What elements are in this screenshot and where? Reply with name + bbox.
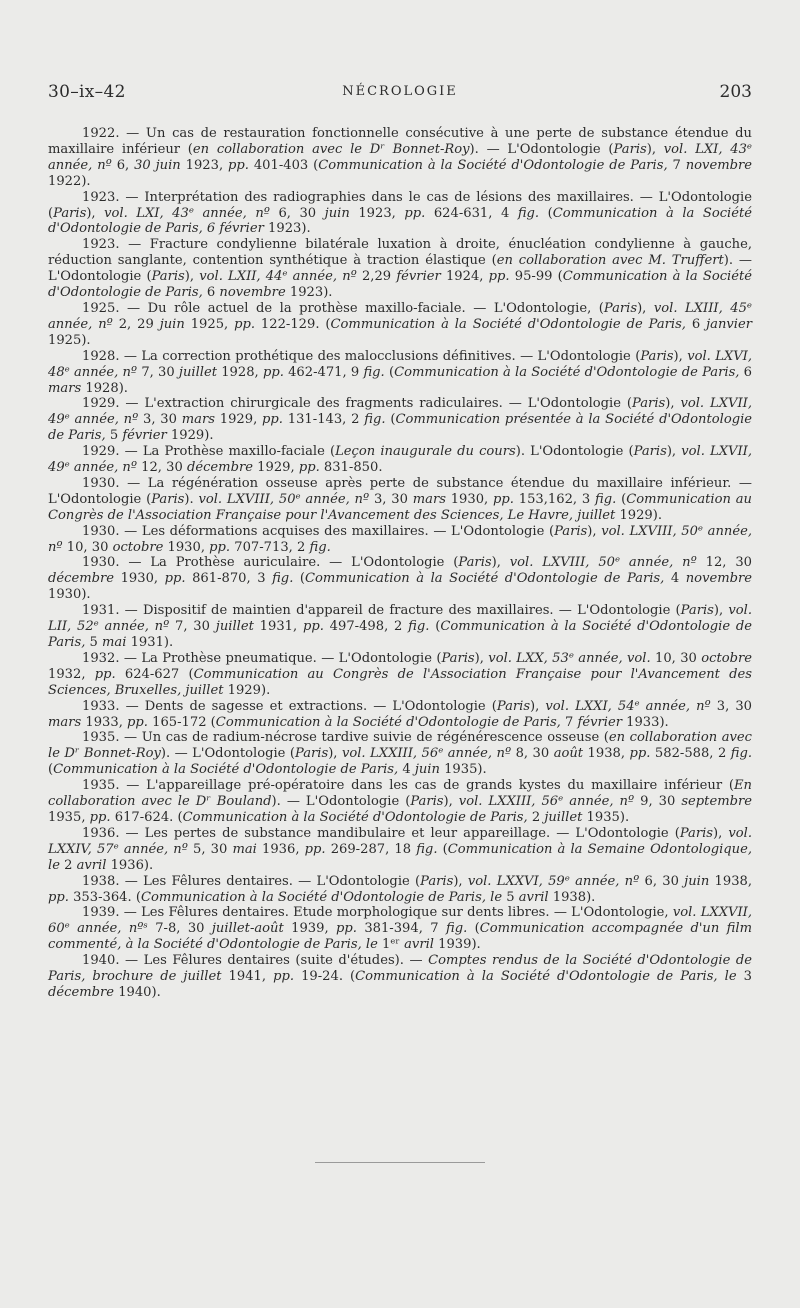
entry-text-segment: 1929).	[166, 428, 214, 444]
entry-text-segment: 462-471, 9	[283, 364, 364, 380]
entry-italic-segment: en collaboration avec le Dʳ Bonnet-Roy	[48, 730, 752, 762]
entry-text-segment: ),	[666, 444, 682, 460]
entry-text-segment: 2	[527, 809, 545, 825]
entry-text-segment: (	[385, 412, 396, 428]
entry-text-segment: 6	[739, 364, 753, 380]
entry-text-segment: 1936,	[256, 841, 305, 857]
entry-text-segment: 7-8, 30	[147, 921, 212, 937]
entry-text-segment: 165-172 (	[147, 714, 216, 730]
bibliography-entry	[48, 476, 752, 524]
bibliography-entry	[48, 730, 752, 778]
entry-italic-segment: Paris	[679, 825, 714, 841]
entry-text-segment: (	[437, 841, 448, 857]
entry-text-segment: 7, 30	[169, 619, 216, 635]
entry-italic-segment: vol. LXVII, 49ᵉ année, nº	[48, 444, 752, 476]
entry-italic-segment: fig.	[416, 841, 438, 857]
entry-italic-segment: vol. LXXVI, 59ᵉ année, nº	[467, 873, 640, 889]
entry-text-segment: 2	[59, 857, 77, 873]
entry-italic-segment: avril	[76, 857, 107, 873]
header-date: 30–ix–42	[48, 82, 126, 102]
entry-italic-segment: pp.	[493, 491, 514, 507]
entry-text-segment: 353-364. (	[68, 889, 141, 905]
entry-text-segment: 4	[664, 571, 686, 587]
entry-italic-segment: Leçon inaugurale du cours	[335, 444, 516, 460]
entry-text-segment: ). — L'Odontologie (	[48, 253, 752, 285]
entry-italic-segment: janvier	[706, 316, 753, 332]
entry-italic-segment: février	[396, 269, 441, 285]
entry-italic-segment: août	[553, 746, 584, 762]
entry-text-segment: 1928).	[81, 380, 128, 396]
entry-text-segment: ). — L'Odontologie (	[160, 746, 295, 762]
entry-text-segment: 6, 30	[269, 205, 325, 221]
entry-italic-segment: Communication à la Société d'Odontologie de Paris,	[182, 809, 528, 825]
entry-text-segment: 1933).	[621, 714, 669, 730]
entry-text-segment: (	[429, 619, 441, 635]
entry-text-segment: ). — L'Odontologie (	[469, 141, 614, 157]
entry-italic-segment: Communication à la Société d'Odontologie de Paris,	[305, 571, 665, 587]
entry-text-segment: 3	[736, 969, 752, 985]
entry-text-segment: 3, 30	[369, 491, 413, 507]
entry-text-segment: 1938. — Les Fêlures dentaires. — L'Odontologie (	[82, 873, 421, 889]
entry-text-segment: 1929).	[223, 682, 271, 698]
entry-text-segment: ),	[328, 746, 342, 762]
entry-italic-segment: février	[577, 714, 622, 730]
entry-italic-segment: juin	[324, 205, 350, 221]
entry-italic-segment: Communication à la Société d'Odontologie de Paris,	[48, 269, 752, 301]
entry-italic-segment: vol. LXXIV, 57ᵉ année, nº	[48, 825, 752, 857]
entry-italic-segment: Communication à la Société d'Odontologie de Paris,	[215, 714, 561, 730]
entry-text-segment: 1938,	[583, 746, 630, 762]
entry-text-segment: 1931).	[126, 635, 174, 650]
bibliography-entry	[48, 126, 752, 190]
entry-text-segment: ),	[491, 555, 510, 571]
entry-text-segment: 381-394, 7	[356, 921, 446, 937]
entry-italic-segment: avril	[404, 937, 434, 953]
entry-italic-segment: fig.	[364, 412, 386, 428]
entry-italic-segment: fig.	[445, 921, 468, 937]
entry-text-segment: 8, 30	[511, 746, 554, 762]
entry-italic-segment: mars	[181, 412, 215, 428]
entry-italic-segment: juin	[414, 762, 440, 778]
entry-text-segment: 1925).	[48, 332, 91, 348]
closing-rule	[315, 1162, 485, 1163]
entry-italic-segment: pp.	[488, 269, 510, 285]
entry-text-segment: 1923. — Interprétation des radiographies dans le cas de lésions des maxillaires. — L'Odontologie (	[48, 189, 752, 221]
entry-text-segment: 1923. — Fracture condylienne bilatérale luxation à droite, énucléation condylienne à gauche, réduction sanglante, contention synthétique à traction élastique (	[48, 237, 752, 269]
entry-text-segment: 1929. — L'extraction chirurgicale des fragments radiculaires. — L'Odontologie (	[82, 396, 633, 412]
entry-text-segment: 2, 29	[112, 316, 160, 332]
entry-italic-segment: juillet	[544, 809, 583, 825]
entry-text-segment: 1941,	[221, 969, 274, 985]
entry-italic-segment: septembre	[681, 794, 752, 810]
entry-text-segment: 1930,	[114, 571, 165, 587]
entry-text-segment: 624-631, 4	[425, 205, 518, 221]
entry-italic-segment: Communication à la Société d'Odontologie de Paris,	[394, 364, 740, 380]
entry-italic-segment: Paris	[441, 650, 475, 666]
entry-text-segment: 1929. — La Prothèse maxillo-faciale (	[82, 444, 336, 460]
entry-text-segment: 1928,	[217, 364, 263, 380]
entry-italic-segment: mars	[48, 380, 82, 396]
entry-text-segment: 1939. — Les Fêlures dentaires. Etude morphologique sur dents libres. — L'Odontologie,	[82, 905, 673, 921]
entry-italic-segment: Paris	[420, 873, 454, 889]
entry-text-segment: ),	[86, 205, 105, 221]
entry-text-segment: 1930,	[445, 491, 494, 507]
bibliography-entry	[48, 699, 752, 731]
bibliography-entry	[48, 651, 752, 699]
entry-text-segment: 831-850.	[319, 460, 383, 476]
entry-text-segment: ),	[637, 300, 654, 316]
entry-italic-segment: Paris	[295, 746, 329, 762]
entry-italic-segment: Paris	[151, 491, 185, 507]
entry-text-segment: 7, 30	[137, 364, 179, 380]
entry-italic-segment: En collaboration avec le Dʳ Bouland	[48, 778, 752, 810]
entry-text-segment: 1923).	[285, 285, 333, 301]
entry-italic-segment: Communication au Congrès de l'Association Française pour l'Avancement des Sciences, Le Havre, juillet	[48, 491, 752, 523]
entry-italic-segment: vol. LXI, 43ᵉ année, nº	[48, 141, 752, 173]
entry-text-segment: ),	[474, 650, 489, 666]
bibliography-entry	[48, 349, 752, 397]
entry-text-segment: 1924,	[440, 269, 489, 285]
entry-text-segment: (	[293, 571, 306, 587]
entry-italic-segment: en collaboration avec M. Truffert	[496, 253, 724, 269]
entry-italic-segment: Comptes rendus de la Société d'Odontologie de Paris, brochure de juillet	[48, 953, 753, 985]
entry-italic-segment: fig.	[363, 364, 385, 380]
entry-italic-segment: vol. LXXIII, 56ᵉ année, nº	[341, 746, 512, 762]
entry-text-segment: 1930. — Les déformations acquises des maxillaires. — L'Odontologie (	[82, 523, 555, 539]
entry-text-segment: 1ᵉʳ	[377, 937, 405, 953]
entry-italic-segment: vol. LXXIII, 56ᵉ année, nº	[458, 794, 635, 810]
entry-text-segment: 1922. — Un cas de restauration fonctionnelle consécutive à une perte de substance étendue du maxillaire inférieur (	[48, 126, 752, 157]
entry-italic-segment: Communication à la Société d'Odontologie de Paris, 6 février	[48, 205, 752, 237]
entry-text-segment: (	[539, 205, 553, 221]
entry-italic-segment: 30 juin	[134, 157, 181, 173]
entry-text-segment: 1923,	[180, 157, 229, 173]
entry-italic-segment: Paris	[632, 396, 666, 412]
entry-text-segment: 6	[685, 316, 707, 332]
bibliography-entry	[48, 555, 752, 603]
entry-text-segment: (	[48, 762, 54, 778]
entry-text-segment: 582-588, 2	[650, 746, 731, 762]
entry-italic-segment: février	[122, 428, 167, 444]
entry-italic-segment: mars	[48, 714, 82, 730]
entry-italic-segment: Communication à la Société d'Odontologie de Paris,	[330, 316, 686, 332]
entry-italic-segment: Communication à la Société d'Odontologie de Paris, le	[355, 969, 737, 985]
entry-italic-segment: Paris	[554, 523, 588, 539]
entry-text-segment: ),	[713, 825, 729, 841]
entry-italic-segment: fig.	[272, 571, 294, 587]
entry-italic-segment: pp.	[273, 969, 295, 985]
bibliography-entry	[48, 444, 752, 476]
bibliography-list	[48, 126, 752, 1001]
entry-text-segment: 4	[398, 762, 415, 778]
entry-text-segment: 1935).	[439, 762, 487, 778]
entry-text-segment: 269-287, 18	[325, 841, 417, 857]
entry-text-segment: 1935,	[48, 809, 90, 825]
entry-text-segment: 1932. — La Prothèse pneumatique. — L'Odontologie (	[82, 650, 442, 666]
entry-text-segment: 1928. — La correction prothétique des malocclusions définitives. — L'Odontologie (	[82, 348, 641, 364]
entry-text-segment: 1923,	[349, 205, 405, 221]
entry-italic-segment: fig.	[408, 619, 430, 635]
entry-italic-segment: fig.	[730, 746, 753, 762]
entry-text-segment: 95-99 (	[509, 269, 563, 285]
entry-text-segment: ),	[587, 523, 602, 539]
entry-text-segment: 1930).	[48, 587, 91, 603]
entry-text-segment: 497-498, 2	[323, 619, 409, 635]
entry-text-segment: 19-24. (	[294, 969, 356, 985]
entry-italic-segment: mars	[412, 491, 446, 507]
entry-text-segment: 1931. — Dispositif de maintien d'appareil de fracture des maxillaires. — L'Odontologie (	[82, 603, 681, 619]
entry-text-segment: 707-713, 2	[230, 539, 310, 555]
entry-text-segment: 1935. — Un cas de radium-nécrose tardive suivie de régénérescence osseuse (	[82, 730, 609, 746]
entry-italic-segment: Communication à la Société d'Odontologie de Paris,	[53, 762, 399, 778]
entry-text-segment: ),	[184, 269, 200, 285]
entry-text-segment: 5	[105, 428, 123, 444]
entry-text-segment: 1933. — Dents de sagesse et extractions. — L'Odontologie (	[82, 698, 497, 714]
entry-text-segment: (	[616, 491, 627, 507]
entry-text-segment: 3, 30	[710, 698, 752, 714]
bibliography-entry	[48, 905, 752, 953]
entry-italic-segment: Communication au Congrès de l'Association Française pour l'Avancement des Sciences, Bruxelles, juillet	[48, 666, 752, 698]
entry-italic-segment: vol. LXIII, 45ᵉ année, nº	[48, 300, 752, 332]
bibliography-entry	[48, 826, 752, 874]
entry-italic-segment: pp.	[209, 539, 231, 555]
entry-italic-segment: Paris	[53, 205, 87, 221]
entry-text-segment: 153,162, 3	[513, 491, 596, 507]
entry-text-segment: 1929,	[214, 412, 263, 428]
entry-italic-segment: mai	[102, 635, 127, 650]
bibliography-entry	[48, 524, 752, 556]
entry-text-segment: ).	[184, 491, 199, 507]
entry-text-segment: 12, 30	[136, 460, 187, 476]
entry-text-segment: 1933,	[81, 714, 128, 730]
entry-italic-segment: mai	[232, 841, 257, 857]
entry-italic-segment: vol. LXVII, 49ᵉ année, nº	[48, 396, 752, 428]
entry-text-segment: 6, 30	[639, 873, 685, 889]
entry-italic-segment: décembre	[48, 571, 115, 587]
entry-italic-segment: vol. LXVIII, 50ᵉ année, nº	[48, 523, 752, 555]
entry-italic-segment: vol. LXVIII, 50ᵉ année, nº	[509, 555, 697, 571]
entry-italic-segment: juin	[684, 873, 710, 889]
entry-text-segment: 1930. — La régénération osseuse après perte de substance étendue du maxillaire inférieur. — L'Odontologie (	[48, 475, 752, 507]
entry-text-segment: 861-870, 3	[185, 571, 273, 587]
entry-italic-segment: décembre	[186, 460, 253, 476]
entry-italic-segment: pp.	[127, 714, 148, 730]
entry-text-segment: ). L'Odontologie (	[515, 444, 634, 460]
page-number: 203	[719, 82, 752, 102]
entry-italic-segment: pp.	[262, 364, 284, 380]
bibliography-entry	[48, 603, 752, 651]
entry-italic-segment: fig.	[595, 491, 617, 507]
entry-text-segment: 1932,	[48, 666, 95, 682]
bibliography-entry	[48, 778, 752, 826]
entry-italic-segment: vol. LXVI, 48ᵉ année, nº	[48, 348, 753, 380]
bibliography-entry	[48, 237, 752, 301]
entry-text-segment: 1923).	[263, 221, 311, 237]
entry-text-segment: 5, 30	[187, 841, 233, 857]
entry-italic-segment: vol. LXX, 53ᵉ année, vol.	[488, 650, 651, 666]
entry-italic-segment: Communication à la Société d'Odontologie de Paris, le	[140, 889, 503, 905]
bibliography-entry	[48, 953, 752, 1001]
entry-italic-segment: Paris	[613, 141, 647, 157]
entry-italic-segment: pp.	[302, 619, 324, 635]
entry-text-segment: 1935).	[582, 809, 630, 825]
entry-text-segment: 1940. — Les Fêlures dentaires (suite d'études). —	[82, 953, 429, 969]
entry-text-segment: 1936).	[106, 857, 154, 873]
entry-text-segment: 122-129. (	[255, 316, 331, 332]
entry-italic-segment: Paris	[640, 348, 674, 364]
entry-text-segment: 5	[502, 889, 519, 905]
entry-text-segment: ),	[673, 348, 688, 364]
entry-italic-segment: Paris	[680, 603, 714, 619]
entry-text-segment: 1938,	[709, 873, 753, 889]
bibliography-entry	[48, 874, 752, 906]
entry-italic-segment: vol. LXXVII, 60ᵉ année, nºˢ	[48, 905, 753, 937]
entry-italic-segment: fig.	[309, 539, 331, 555]
entry-text-segment: ),	[530, 698, 546, 714]
bibliography-entry	[48, 190, 752, 238]
entry-text-segment: 3, 30	[138, 412, 182, 428]
entry-text-segment: 624-627 (	[115, 666, 194, 682]
entry-italic-segment: pp.	[94, 666, 116, 682]
entry-italic-segment: pp.	[234, 316, 256, 332]
entry-text-segment: ),	[713, 603, 729, 619]
entry-text-segment: 1929).	[615, 507, 663, 523]
entry-text-segment: ),	[665, 396, 681, 412]
entry-text-segment: (	[384, 364, 395, 380]
entry-text-segment: ),	[443, 794, 459, 810]
entry-italic-segment: Paris	[151, 269, 185, 285]
entry-italic-segment: en collaboration avec le Dʳ Bonnet-Roy	[192, 141, 470, 157]
entry-text-segment: 6,	[111, 157, 135, 173]
entry-italic-segment: vol. LXI, 43ᵉ année, nº	[104, 205, 270, 221]
entry-italic-segment: novembre	[219, 285, 286, 301]
entry-text-segment: 10, 30	[62, 539, 113, 555]
entry-text-segment: 401-403 (	[248, 157, 319, 173]
entry-text-segment: 1931,	[253, 619, 303, 635]
entry-text-segment: 1925,	[184, 316, 235, 332]
entry-italic-segment: pp.	[629, 746, 651, 762]
entry-text-segment: 1922).	[48, 173, 91, 189]
entry-italic-segment: décembre	[48, 984, 115, 1000]
entry-italic-segment: novembre	[685, 157, 753, 173]
entry-text-segment: 1936. — Les pertes de substance mandibulaire et leur appareillage. — L'Odontologie (	[82, 825, 680, 841]
entry-italic-segment: vol. LXXI, 54ᵉ année, nº	[545, 698, 711, 714]
entry-italic-segment: novembre	[685, 571, 753, 587]
entry-text-segment: 617-624. (	[110, 809, 183, 825]
entry-text-segment: 1939,	[283, 921, 336, 937]
running-header	[48, 82, 752, 106]
entry-text-segment: 9, 30	[634, 794, 682, 810]
entry-italic-segment: pp.	[262, 412, 283, 428]
entry-text-segment: 7	[667, 157, 686, 173]
entry-italic-segment: pp.	[48, 889, 69, 905]
entry-text-segment: (	[467, 921, 480, 937]
entry-text-segment: 1940).	[114, 984, 161, 1000]
entry-text-segment: 7	[560, 714, 578, 730]
entry-italic-segment: pp.	[404, 205, 426, 221]
entry-text-segment: ). — L'Odontologie (	[271, 794, 411, 810]
entry-italic-segment: pp.	[304, 841, 326, 857]
entry-text-segment: 2,29	[356, 269, 397, 285]
entry-italic-segment: vol. LII, 52ᵉ année, nº	[48, 603, 752, 635]
entry-text-segment: 1930,	[163, 539, 210, 555]
entry-italic-segment: fig.	[517, 205, 540, 221]
entry-text-segment: 5	[85, 635, 103, 650]
bibliography-entry	[48, 396, 752, 444]
entry-text-segment: 6	[202, 285, 220, 301]
entry-italic-segment: Communication accompagnée d'un film commenté, à la Société d'Odontologie de Paris, le	[48, 921, 753, 953]
entry-italic-segment: Communication à la Société d'Odontologie de Paris,	[318, 157, 668, 173]
entry-italic-segment: Communication à la Semaine Odontologique, le	[48, 841, 753, 873]
entry-italic-segment: vol. LXVIII, 50ᵉ année, nº	[198, 491, 370, 507]
header-section-title: NÉCROLOGIE	[342, 84, 458, 99]
entry-italic-segment: Paris	[603, 300, 638, 316]
entry-italic-segment: pp.	[336, 921, 357, 937]
entry-italic-segment: Paris	[496, 698, 531, 714]
entry-italic-segment: pp.	[164, 571, 186, 587]
entry-italic-segment: juin	[159, 316, 185, 332]
bibliography-entry	[48, 301, 752, 349]
entry-italic-segment: juillet-août	[211, 921, 284, 937]
entry-italic-segment: pp.	[298, 460, 320, 476]
entry-text-segment: 1935. — L'appareillage pré-opératoire dans les cas de grands kystes du maxillaire inférieur (	[82, 778, 734, 794]
entry-italic-segment: juillet	[215, 619, 254, 635]
entry-text-segment: 1929,	[253, 460, 299, 476]
entry-italic-segment: octobre	[112, 539, 164, 555]
entry-italic-segment: pp.	[89, 809, 111, 825]
entry-text-segment: 1925. — Du rôle actuel de la prothèse maxillo-faciale. — L'Odontologie, (	[82, 300, 604, 316]
entry-text-segment: 1939).	[433, 937, 481, 953]
entry-text-segment: 1930. — La Prothèse auriculaire. — L'Odontologie (	[82, 555, 459, 571]
entry-italic-segment: vol. LXII, 44ᵉ année, nº	[199, 269, 357, 285]
entry-italic-segment: pp.	[228, 157, 249, 173]
entry-text-segment: 1938).	[548, 889, 596, 905]
entry-italic-segment: juillet	[178, 364, 217, 380]
entry-text-segment: 10, 30	[650, 650, 702, 666]
entry-italic-segment: Communication à la Société d'Odontologie de Paris,	[48, 619, 753, 650]
entry-text-segment: 12, 30	[696, 555, 752, 571]
entry-italic-segment: octobre	[701, 650, 752, 666]
entry-italic-segment: Paris	[458, 555, 492, 571]
entry-text-segment: ),	[453, 873, 468, 889]
entry-italic-segment: avril	[518, 889, 549, 905]
entry-italic-segment: Paris	[633, 444, 667, 460]
entry-italic-segment: Paris	[410, 794, 444, 810]
entry-text-segment: ),	[646, 141, 664, 157]
entry-text-segment: 131-143, 2	[282, 412, 365, 428]
entry-italic-segment: Communication présentée à la Société d'Odontologie de Paris,	[48, 412, 753, 444]
